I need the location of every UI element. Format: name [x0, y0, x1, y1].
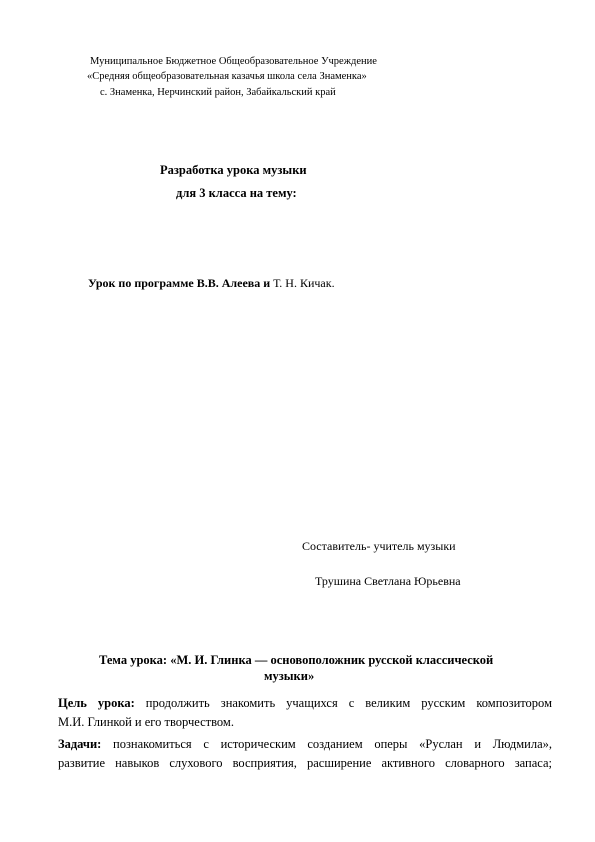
lesson-tasks-line-1: [58, 735, 552, 754]
lesson-goal: [58, 694, 552, 732]
lesson-goal-text: продолжить знакомить учащихся с великим русским композитором: [134, 696, 552, 710]
program-author: Т. Н. Кичак.: [270, 276, 335, 290]
lesson-goal-line-2: М.И. Глинкой и его творчеством.: [58, 715, 234, 729]
lesson-topic-continuation: музыки»: [264, 669, 315, 683]
school-name-line: Муниципальное Бюджетное Общеобразовательное Учреждение: [90, 56, 377, 67]
school-full-name-line: «Средняя общеобразовательная казачья школа села Знаменка»: [87, 71, 367, 82]
document-subtitle: для 3 класса на тему:: [176, 186, 297, 200]
program-label: Урок по программе В.В. Алеева и: [88, 276, 271, 290]
school-address-line: с. Знаменка, Нерчинский район, Забайкальский край: [100, 87, 336, 98]
compiler-role: Составитель- учитель музыки: [302, 539, 456, 553]
lesson-goal-line-1: [58, 694, 552, 713]
lesson-topic: Тема урока: «М. И. Глинка — основоположник русской классической: [99, 653, 494, 667]
lesson-tasks-text: познакомиться с историческим созданием оперы «Руслан и Людмила»,: [101, 737, 552, 751]
program-line: [88, 277, 335, 291]
lesson-tasks-label: Задачи:: [58, 737, 102, 751]
lesson-tasks-line-2: развитие навыков слухового восприятия, расширение активного словарного запаса;: [58, 756, 552, 770]
lesson-goal-label: Цель урока:: [58, 696, 135, 710]
document-title: Разработка урока музыки: [160, 163, 307, 177]
lesson-tasks: [58, 735, 552, 773]
compiler-name: Трушина Светлана Юрьевна: [315, 574, 461, 588]
